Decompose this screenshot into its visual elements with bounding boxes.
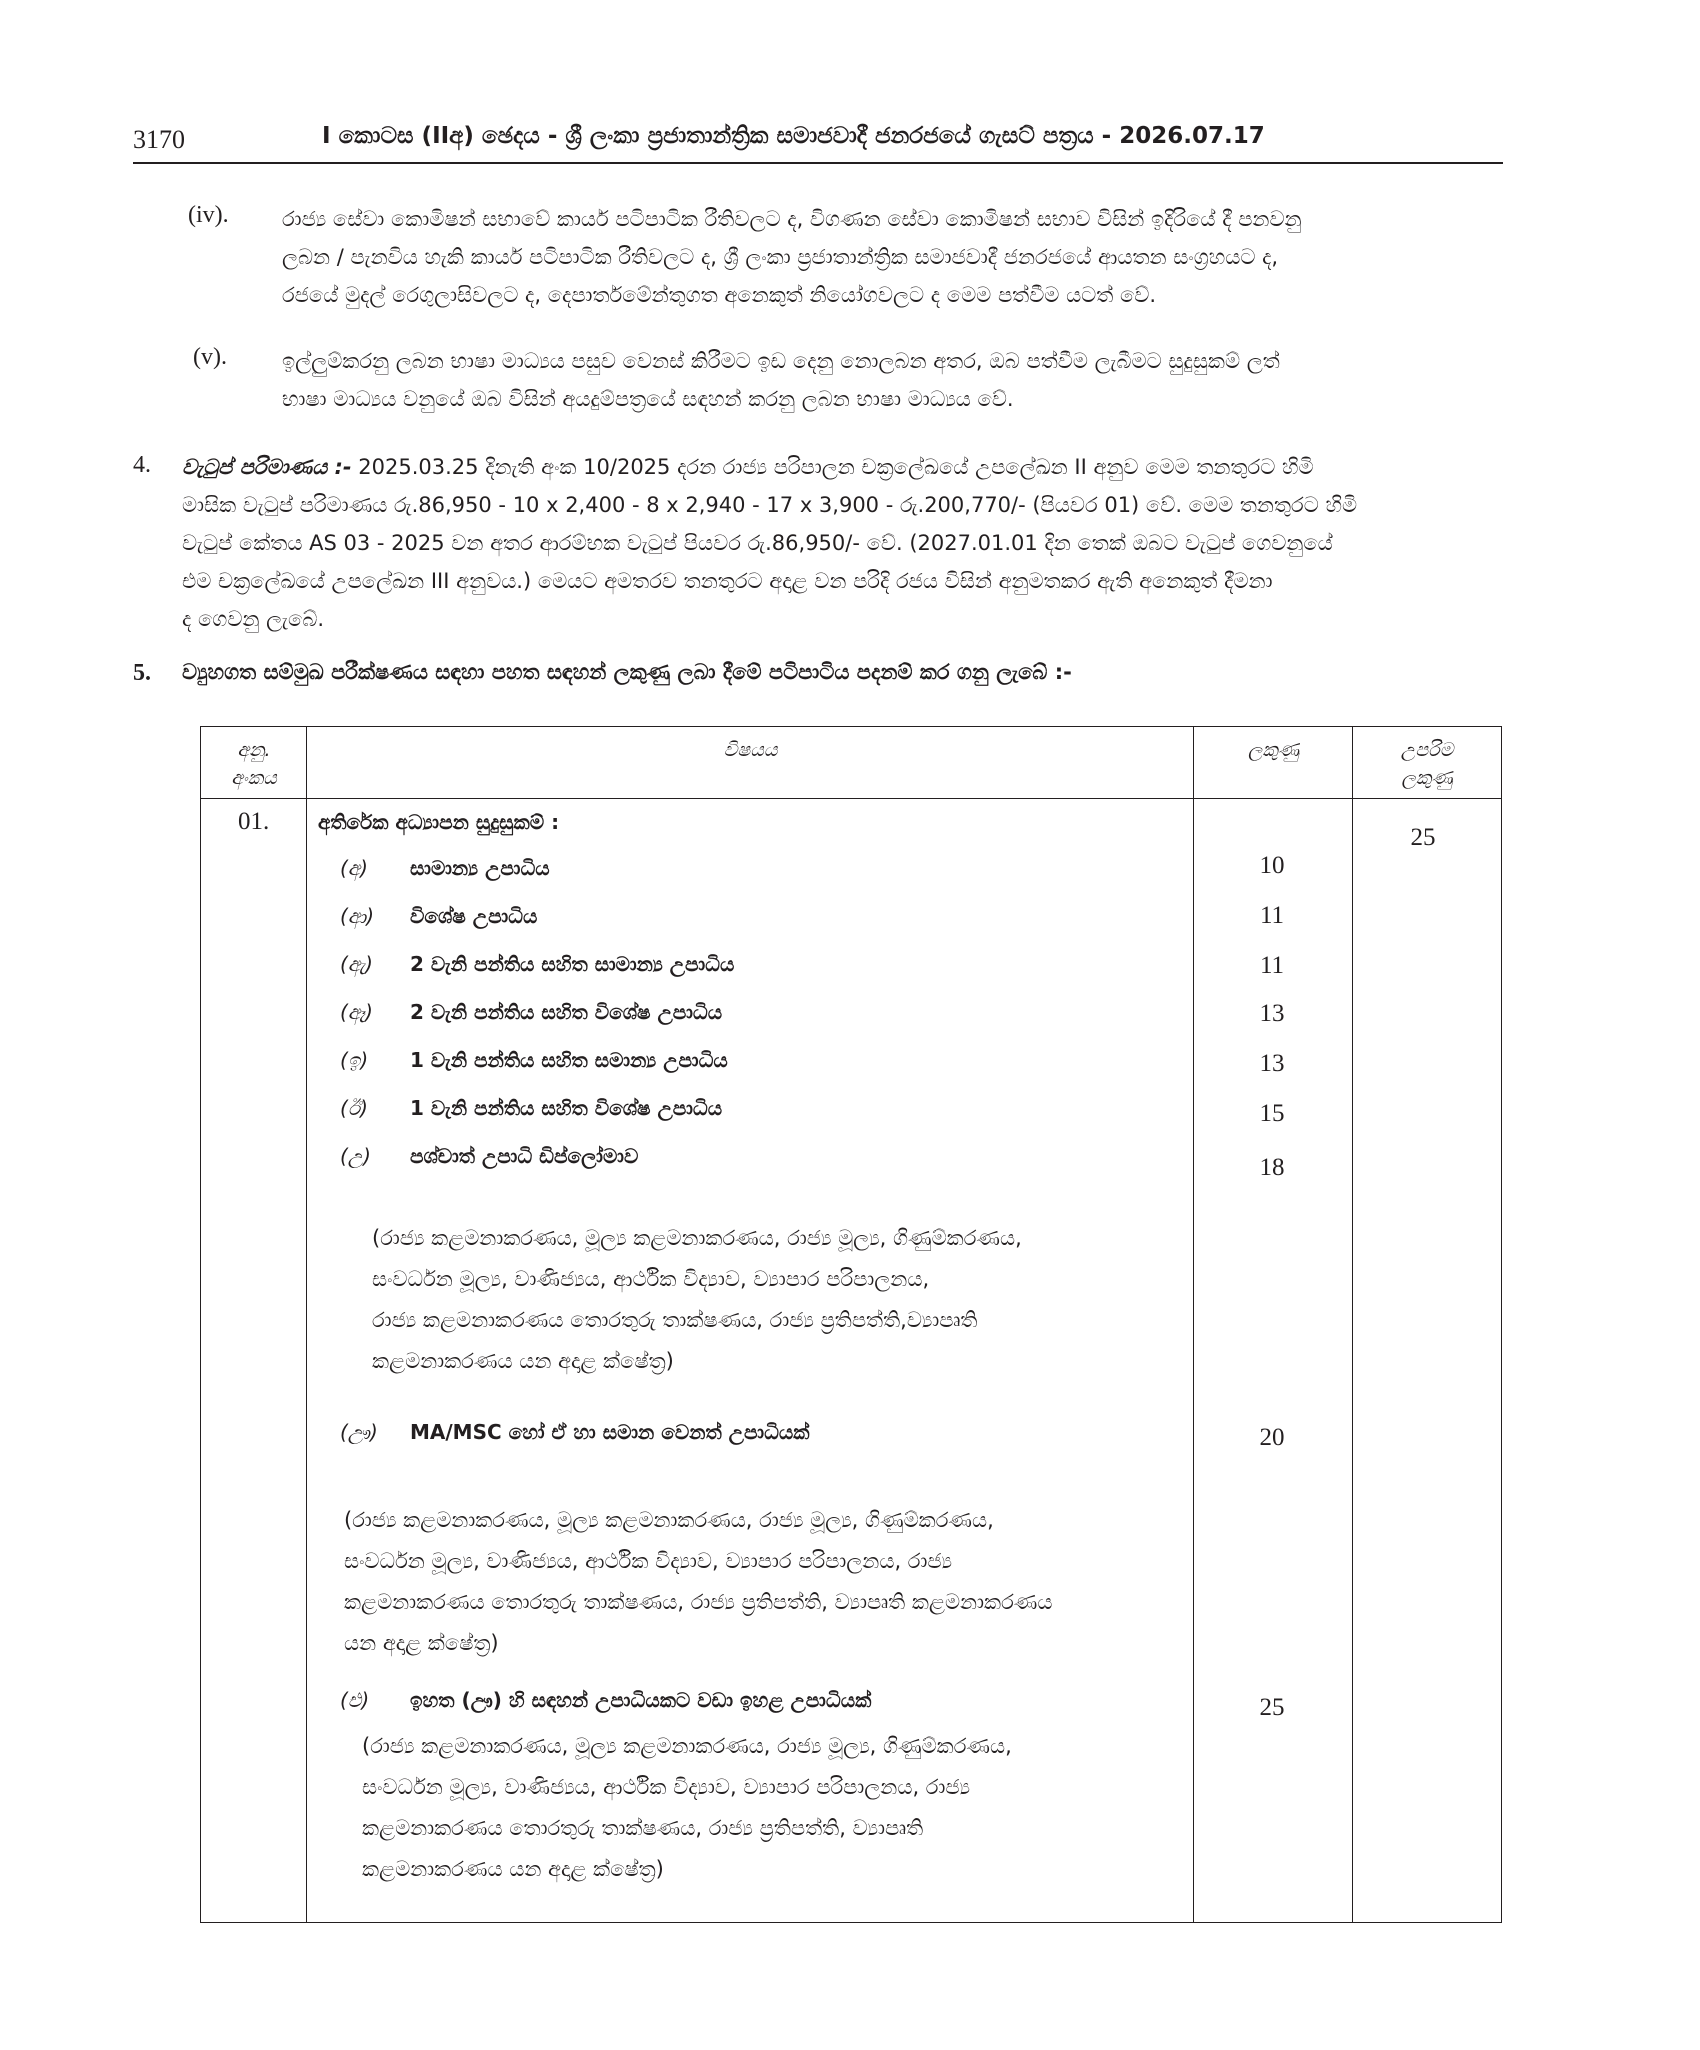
- item-text: සාමාන්‍ය උපාධිය: [410, 856, 550, 880]
- text-line: රජයේ මුදල් රෙගුලාසිවලට ද, දෙපාර්තමේන්තුගත අනෙකුත් නියෝගවලට ද මෙම පත්වීම යටත් වේ.: [282, 283, 1157, 307]
- fields-line: කළමනාකරණය යන අදාළ ක්ෂේත්‍ර): [372, 1349, 674, 1373]
- item-v-text: [282, 342, 1502, 418]
- item-marks: 11: [1259, 952, 1285, 979]
- header-serial-line: අංකය: [231, 767, 277, 789]
- fields-line: සංවර්ධන මූල්‍ය, වාණිජ්‍යය, ආර්ථික විද්‍යාව, ව්‍යාපාර පරිපාලනය,: [372, 1267, 930, 1291]
- table-header-rule: [200, 798, 1502, 799]
- fields-list: [362, 1726, 1187, 1890]
- qualification-item: [340, 1144, 638, 1168]
- item-marks: 13: [1259, 1050, 1285, 1077]
- header-serial: [202, 736, 306, 792]
- section-5-number: 5.: [133, 660, 151, 686]
- item-marks: 18: [1259, 1154, 1285, 1181]
- section-5-text: ව්‍යුහගත සම්මුඛ පරීක්ෂණය සඳහා පහත සඳහන් ලකුණු ලබා දීමේ පටිපාටිය පදනම් කර ගනු ලැබේ :-: [182, 660, 1072, 684]
- qualification-item: [340, 1688, 871, 1712]
- item-label: (එ): [340, 1688, 370, 1712]
- item-label: (උ): [340, 1144, 371, 1168]
- item-marks: 20: [1259, 1424, 1285, 1451]
- row-serial: 01.: [238, 808, 270, 835]
- fields-line: කළමනාකරණය යන අදාළ ක්ෂේත්‍ර): [362, 1857, 664, 1881]
- section-4-text: [182, 448, 1502, 638]
- header-max-marks: [1354, 736, 1500, 792]
- item-text: විශේෂ උපාධිය: [410, 904, 538, 928]
- fields-line: කළමනාකරණය තොරතුරු තාක්ෂණය, රාජ්‍ය ප්‍රතිපත්ති, ව්‍යාපෘති කළමනාකරණය: [344, 1590, 1053, 1614]
- item-label: (ඊ): [340, 1096, 368, 1120]
- item-marks: 10: [1259, 852, 1285, 879]
- fields-line: රාජ්‍ය කළමනාකරණය තොරතුරු තාක්ෂණය, රාජ්‍ය ප්‍රතිපත්ති,ව්‍යාපෘති: [372, 1308, 978, 1332]
- qualification-item: [340, 1000, 722, 1024]
- qualification-item: [340, 1420, 810, 1444]
- item-label: (ඉ): [340, 1048, 369, 1072]
- qualification-item: [340, 904, 537, 928]
- page-number: 3170: [133, 125, 185, 154]
- item-text: 1 වැනි පන්තිය සහිත සමාන්‍ය උපාධිය: [410, 1048, 728, 1072]
- table-divider: [1352, 726, 1353, 1923]
- text-line: මාසික වැටුප් පරිමාණය රු.86,950 - 10 x 2,400 - 8 x 2,940 - 17 x 3,900 - රු.200,770/- (පියවර 01) වේ. මෙම තනතුරට හිමි: [182, 493, 1358, 517]
- header-serial-line: අනු.: [237, 739, 271, 761]
- fields-line: කළමනාකරණය තොරතුරු තාක්ෂණය, රාජ්‍ය ප්‍රතිපත්ති, ව්‍යාපෘති: [362, 1816, 924, 1840]
- item-text: 1 වැනි පන්තිය සහිත විශේෂ උපාධිය: [410, 1096, 723, 1120]
- qualification-item: [340, 1048, 728, 1072]
- salary-scale-heading: වැටුප් පරිමාණය :-: [182, 455, 352, 479]
- header-rule: [133, 162, 1503, 164]
- text-line: භාෂා මාධ්‍යය වනුයේ ඔබ විසින් අයදුම්පත්‍රයේ සඳහන් කරනු ලබන භාෂා මාධ්‍යය වේ.: [282, 387, 1014, 411]
- text-line: ද ගෙවනු ලැබේ.: [182, 607, 325, 631]
- header-marks: ලකුණු: [1247, 739, 1300, 761]
- item-marks: 13: [1259, 1000, 1285, 1027]
- fields-line: යන අදාළ ක්ෂේත්‍ර): [344, 1631, 499, 1655]
- table-divider: [306, 726, 307, 1923]
- text-line: වැටුප් කේතය AS 03 - 2025 වන අතර ආරම්භක වැටුප් පියවර රු.86,950/- වේ. (2027.01.01 දින තෙක් ඔබට වැටුප් ගෙවනුයේ: [182, 531, 1333, 555]
- header-max-line: ලකුණු: [1401, 767, 1453, 789]
- text-line: ඉල්ලුම්කරනු ලබන භාෂා මාධ්‍යය පසුව වෙනස් කිරීමට ඉඩ දෙනු නොලබන අතර, ඔබ පත්වීම ලැබීමට සුදුසුකම් ලත්: [282, 349, 1280, 373]
- qualification-item: [340, 1096, 722, 1120]
- text-line: ලබන / පැනවිය හැකි කාර්ය පටිපාටික රීතිවලට ද, ශ්‍රී ලංකා ප්‍රජාතාන්ත්‍රික සමාජවාදී ජනරජයේ ආයතන සංග්‍රහයට ද,: [282, 245, 1279, 269]
- text-line: 2025.03.25 දිනැති අංක 10/2025 දරන රාජ්‍ය පරිපාලන චක්‍රලේඛයේ උපලේඛන II අනුව මෙම තනතුරට හිමි: [351, 455, 1314, 479]
- table-divider: [1193, 726, 1194, 1923]
- header-subject: විෂයය: [723, 739, 778, 761]
- fields-line: (රාජ්‍ය කළමනාකරණය, මූල්‍ය කළමනාකරණය, රාජ්‍ය මූල්‍ය, ගිණුම්කරණය,: [372, 1226, 1022, 1250]
- item-iv-label: (iv).: [188, 202, 229, 228]
- fields-line: සංවර්ධන මූල්‍ය, වාණිජ්‍යය, ආර්ථික විද්‍යාව, ව්‍යාපාර පරිපාලනය, රාජ්‍ය: [344, 1549, 953, 1573]
- text-line: රාජ්‍ය සේවා කොමිෂන් සභාවේ කාර්ය පටිපාටික රීතිවලට ද, විගණන සේවා කොමිෂන් සභාව විසින් ඉදිරියේ දී පනවනු: [282, 207, 1302, 231]
- text-line: එම චක්‍රලේඛයේ උපලේඛන III අනුවය.) මෙයට අමතරව තනතුරට අදාළ වන පරිදි රජය විසින් අනුමතකර ඇති අනෙකුත් දීමනා: [182, 569, 1273, 593]
- fields-list: [344, 1500, 1184, 1664]
- item-text: 2 වැනි පන්තිය සහිත විශේෂ උපාධිය: [410, 1000, 723, 1024]
- fields-line: (රාජ්‍ය කළමනාකරණය, මූල්‍ය කළමනාකරණය, රාජ්‍ය මූල්‍ය, ගිණුම්කරණය,: [362, 1734, 1012, 1758]
- qualification-item: [340, 856, 550, 880]
- item-marks: 15: [1259, 1100, 1285, 1127]
- fields-line: (රාජ්‍ය කළමනාකරණය, මූල්‍ය කළමනාකරණය, රාජ්‍ය මූල්‍ය, ගිණුම්කරණය,: [344, 1508, 994, 1532]
- max-marks-value: 25: [1410, 824, 1436, 851]
- item-marks: 11: [1259, 902, 1285, 929]
- item-label: (ඈ): [340, 1000, 373, 1024]
- item-label: (අ): [340, 856, 368, 880]
- item-label: (ඌ): [340, 1420, 378, 1444]
- header-max-line: උපරිම: [1400, 739, 1454, 761]
- item-label: (ආ): [340, 904, 375, 928]
- item-text: පශ්චාත් උපාධි ඩිප්ලෝමාව: [410, 1144, 639, 1168]
- item-text: ඉහත (ඌ) හි සඳහන් උපාධියකට වඩා ඉහළ උපාධියක්: [410, 1688, 872, 1712]
- item-marks: 25: [1259, 1694, 1285, 1721]
- section-4-number: 4.: [133, 452, 151, 478]
- item-v-label: (v).: [193, 344, 227, 370]
- qualification-item: [340, 952, 734, 976]
- fields-list: [372, 1218, 1187, 1382]
- row-title: අතිරේක අධ්‍යාපන සුදුසුකම් :: [318, 810, 560, 834]
- item-label: (ඇ): [340, 952, 373, 976]
- item-text: MA/MSC හෝ ඒ හා සමාන වෙනත් උපාධියක්: [410, 1420, 810, 1444]
- item-iv-text: [282, 200, 1502, 314]
- fields-line: සංවර්ධන මූල්‍ය, වාණිජ්‍යය, ආර්ථික විද්‍යාව, ව්‍යාපාර පරිපාලනය, රාජ්‍ය: [362, 1775, 971, 1799]
- gazette-header-title: I කොටස (IIඅ) ඡෙදය - ශ්‍රී ලංකා ප්‍රජාතාන්ත්‍රික සමාජවාදී ජනරජයේ ගැසට් පත්‍රය - 2026.07.17: [322, 123, 1265, 149]
- item-text: 2 වැනි පන්තිය සහිත සාමාන්‍ය උපාධිය: [410, 952, 735, 976]
